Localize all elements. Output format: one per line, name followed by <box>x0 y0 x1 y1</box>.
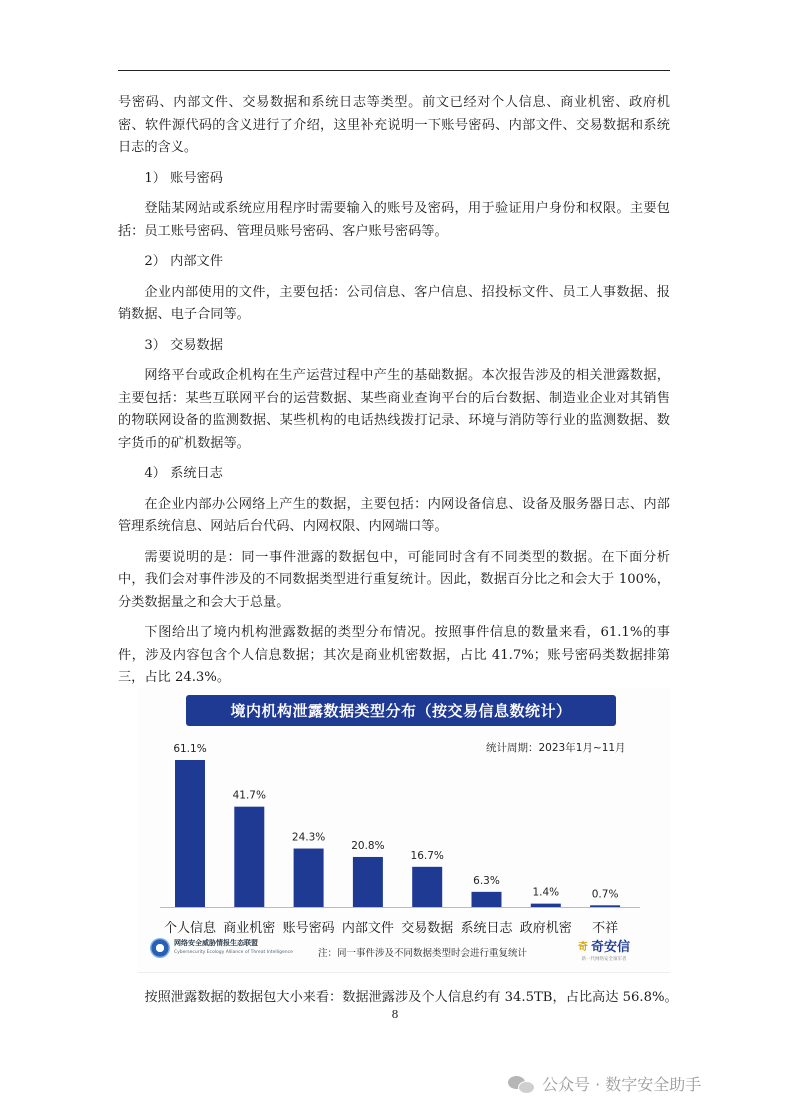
bar-1 <box>234 807 264 907</box>
value-label-4: 16.7% <box>410 849 444 862</box>
chart-period: 统计周期：2023年1月~11月 <box>486 742 626 754</box>
value-label-1: 41.7% <box>232 789 266 802</box>
page-number: 8 <box>391 1008 399 1021</box>
bar-3 <box>353 857 383 907</box>
category-label-1: 商业机密 <box>223 921 276 936</box>
bar-7 <box>590 905 620 907</box>
value-label-0: 61.1% <box>173 743 207 755</box>
bar-2 <box>294 849 324 907</box>
paragraph: 号密码、内部文件、交易数据和系统日志等类型。前文已经对个人信息、商业机密、政府机密、软件源代码的含义进行了介绍，这里补充说明一下账号密码、内部文件、交易数据和系统日志的含义。 <box>118 95 670 155</box>
bar-0 <box>175 760 205 907</box>
category-label-3: 内部文件 <box>341 921 394 936</box>
bar-5 <box>472 892 502 907</box>
qianxin-logo <box>578 936 630 962</box>
category-label-6: 政府机密 <box>519 921 572 936</box>
paragraph: 下图给出了境内机构泄露数据的类型分布情况。按照事件信息的数量来看，61.1%的事件，涉及内容包含个人信息数据；其次是商业机密数据，占比 41.7%；账号密码类数据排第三，占比 24.3%。 <box>118 625 670 685</box>
value-label-2: 24.3% <box>291 831 326 844</box>
value-label-6: 1.4% <box>532 886 560 899</box>
paragraph: 登陆某网站或系统应用程序时需要输入的账号及密码，用于验证用户身份和权限。主要包括：员工账号密码、管理员账号密码、客户账号密码等。 <box>118 201 670 239</box>
section-heading-system-logs: 4） 系统日志 <box>144 466 223 481</box>
alliance-name: 网络安全威胁情报生态联盟 <box>174 939 258 947</box>
paragraph: 企业内部使用的文件，主要包括：公司信息、客户信息、招投标文件、员工人事数据、报销数据、电子合同等。 <box>118 284 670 322</box>
section-heading-internal-files: 2） 内部文件 <box>144 254 223 269</box>
category-label-7: 不祥 <box>592 921 619 936</box>
value-label-3: 20.8% <box>351 839 385 852</box>
qianxin-brand: 奇安信 <box>591 940 631 955</box>
paragraph: 需要说明的是：同一事件泄露的数据包中，可能同时含有不同类型的数据。在下面分析中，我们会对事件涉及的不同数据类型进行重复统计。因此，数据百分比之和会大于 100%，分类数据量之和会大于总量。 <box>118 549 670 610</box>
chart-title: 境内机构泄露数据类型分布（按交易信息数统计） <box>186 695 616 726</box>
wechat-watermark <box>508 1072 701 1095</box>
value-label-5: 6.3% <box>473 874 500 887</box>
wechat-icon <box>508 1074 534 1094</box>
category-label-4: 交易数据 <box>401 921 454 936</box>
paragraph: 在企业内部办公网络上产生的数据，主要包括：内网设备信息、设备及服务器日志、内部管理系统信息、网站后台代码、内网权限、内网端口等。 <box>118 496 670 534</box>
qianxin-mark-icon: 奇 <box>578 942 588 953</box>
section-heading-account: 1） 账号密码 <box>144 170 223 186</box>
alliance-logo <box>150 938 293 958</box>
paragraph: 网络平台或政企机构在生产运营过程中产生的基础数据。本次报告涉及的相关泄露数据，主要包括：某些互联网平台的运营数据、某些商业查询平台的后台数据、制造业企业对其销售的物联网设备的监测数据、某些机构的电话热线拨打记录、环境与消防等行业的监测数据、数字货币的矿机数据等。 <box>118 368 670 451</box>
category-label-2: 账号密码 <box>282 921 335 936</box>
qianxin-slogan: 新一代网络安全领军者 <box>581 957 627 962</box>
category-label-0: 个人信息 <box>163 921 217 936</box>
chart-note: 注：同一事件涉及不同数据类型时会进行重复统计 <box>318 948 528 959</box>
section-heading-transaction-data: 3） 交易数据 <box>144 337 223 353</box>
watermark-text: 公众号 · 数字安全助手 <box>542 1075 702 1094</box>
bar-6 <box>531 904 561 907</box>
bar-4 <box>412 867 442 907</box>
category-label-5: 系统日志 <box>460 921 513 936</box>
alliance-emblem-icon <box>150 938 170 958</box>
paragraph: 按照泄露数据的数据包大小来看：数据泄露涉及个人信息约有 34.5TB，占比高达 56.8%。 <box>144 990 678 1005</box>
alliance-name-en: Cybersecurity Ecology Alliance of Threat Intelligence <box>174 950 293 955</box>
value-label-7: 0.7% <box>591 888 619 901</box>
